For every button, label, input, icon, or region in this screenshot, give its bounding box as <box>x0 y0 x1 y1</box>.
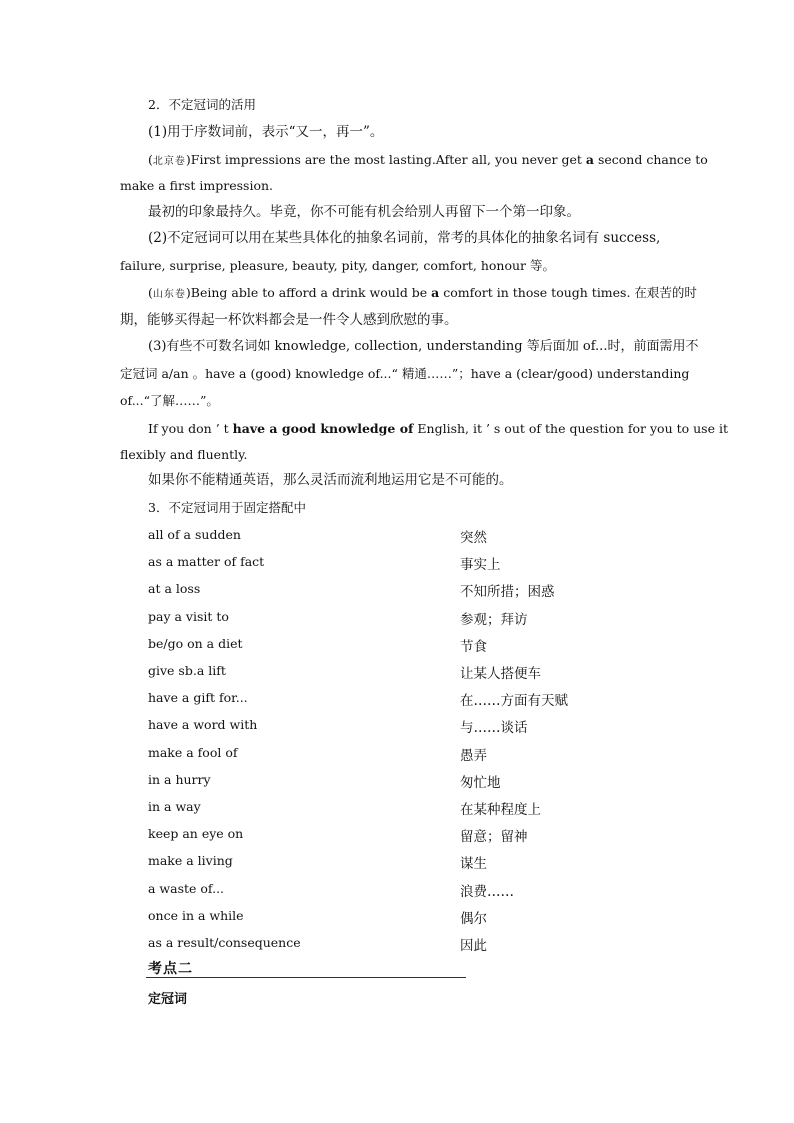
phrase-zh: 匆忙地 <box>460 775 501 791</box>
phrase-en: make a living <box>148 853 233 868</box>
phrase-zh: 节食 <box>460 639 487 655</box>
example-1-line-1: (北京卷)First impressions are the most lasting.After all, you never get a second chance to <box>148 152 708 167</box>
example-2-bold: a <box>431 285 440 300</box>
phrase-en: make a fool of <box>148 745 238 760</box>
phrase-en: have a word with <box>148 717 258 732</box>
phrase-zh: 参观；拜访 <box>460 612 528 628</box>
phrase-zh: 因此 <box>460 938 487 954</box>
example-1-translation: 最初的印象最持久。毕竟，你不可能有机会给别人再留下一个第一印象。 <box>148 204 580 220</box>
phrase-en: as a matter of fact <box>148 554 265 569</box>
phrase-zh: 偶尔 <box>460 911 487 927</box>
phrase-zh: 与……谈话 <box>460 720 528 736</box>
kaodian-divider <box>146 977 466 978</box>
phrase-en: in a hurry <box>148 772 211 787</box>
phrase-en: all of a sudden <box>148 527 241 542</box>
example-3-line-1 <box>148 420 728 438</box>
example-2-line-2: 期，能够买得起一杯饮料都会是一件令人感到欣慰的事。 <box>120 312 458 328</box>
rule-3-line-2: 定冠词 a/an 。have a (good) knowledge of...“ 精通……”；have a (clear/good) understanding <box>120 366 690 381</box>
phrase-en: in a way <box>148 799 201 814</box>
phrase-zh: 让某人搭便车 <box>460 666 541 682</box>
example-3-text-b: English, it ’ s out of the question for you to use it <box>413 421 728 436</box>
phrase-zh: 在……方面有天赋 <box>460 693 568 709</box>
example-3-line-2: flexibly and fluently. <box>120 447 248 462</box>
rule-3-line-1: (3)有些不可数名词如 knowledge, collection, understanding 等后面加 of...时，前面需用不 <box>148 339 699 354</box>
example-1-bold: a <box>585 152 594 167</box>
phrase-en: keep an eye on <box>148 826 244 841</box>
phrase-en: once in a while <box>148 908 244 923</box>
phrase-en: as a result/consequence <box>148 935 301 950</box>
phrase-en: give sb.a lift <box>148 663 226 678</box>
phrase-zh: 浪费…… <box>460 884 514 900</box>
phrase-en: pay a visit to <box>148 609 229 624</box>
example-3-bold: have a good knowledge of <box>232 421 414 436</box>
example-3-text-a: If you don ’ t <box>148 421 233 436</box>
phrase-zh: 事实上 <box>460 557 501 573</box>
example-1-line-2: make a first impression. <box>120 178 274 193</box>
phrase-zh: 谋生 <box>460 856 487 872</box>
phrase-zh: 愚弄 <box>460 748 487 764</box>
phrase-en: have a gift for... <box>148 690 248 705</box>
phrase-en: at a loss <box>148 581 201 596</box>
example-2-text-a: Being able to afford a drink would be <box>190 285 432 300</box>
section-2-heading: 2．不定冠词的活用 <box>148 97 256 112</box>
kaodian-title: 考点二 <box>148 961 193 977</box>
phrase-en: be/go on a diet <box>148 636 243 651</box>
example-2-text-b: comfort in those tough times. 在艰苦的时 <box>439 285 697 300</box>
example-2-line-1: (山东卷)Being able to afford a drink would be a comfort in those tough times. 在艰苦的时 <box>148 285 697 300</box>
rule-2-line-1: (2)不定冠词可以用在某些具体化的抽象名词前，常考的具体化的抽象名词有 success, <box>148 230 661 246</box>
phrase-zh: 留意；留神 <box>460 829 528 845</box>
source-tag: 北京卷 <box>152 156 186 167</box>
section-3-heading: 3．不定冠词用于固定搭配中 <box>148 500 306 515</box>
rule-2-line-2: failure, surprise, pleasure, beauty, pity, danger, comfort, honour 等。 <box>120 258 555 273</box>
example-1-text-b: second chance to <box>593 152 708 167</box>
example-1-text-a: First impressions are the most lasting.After all, you never get <box>190 152 586 167</box>
phrase-en: a waste of... <box>148 881 225 896</box>
rule-3-line-3: of...“了解……”。 <box>120 393 219 408</box>
kaodian-subtitle: 定冠词 <box>148 992 188 1007</box>
example-3-translation: 如果你不能精通英语，那么灵活而流利地运用它是不可能的。 <box>148 472 513 488</box>
phrase-zh: 在某种程度上 <box>460 802 541 818</box>
rule-1: (1)用于序数词前，表示“又一，再一”。 <box>148 124 384 140</box>
source-tag: 山东卷 <box>152 289 186 300</box>
phrase-zh: 突然 <box>460 530 487 546</box>
phrase-zh: 不知所措；困惑 <box>460 584 555 600</box>
